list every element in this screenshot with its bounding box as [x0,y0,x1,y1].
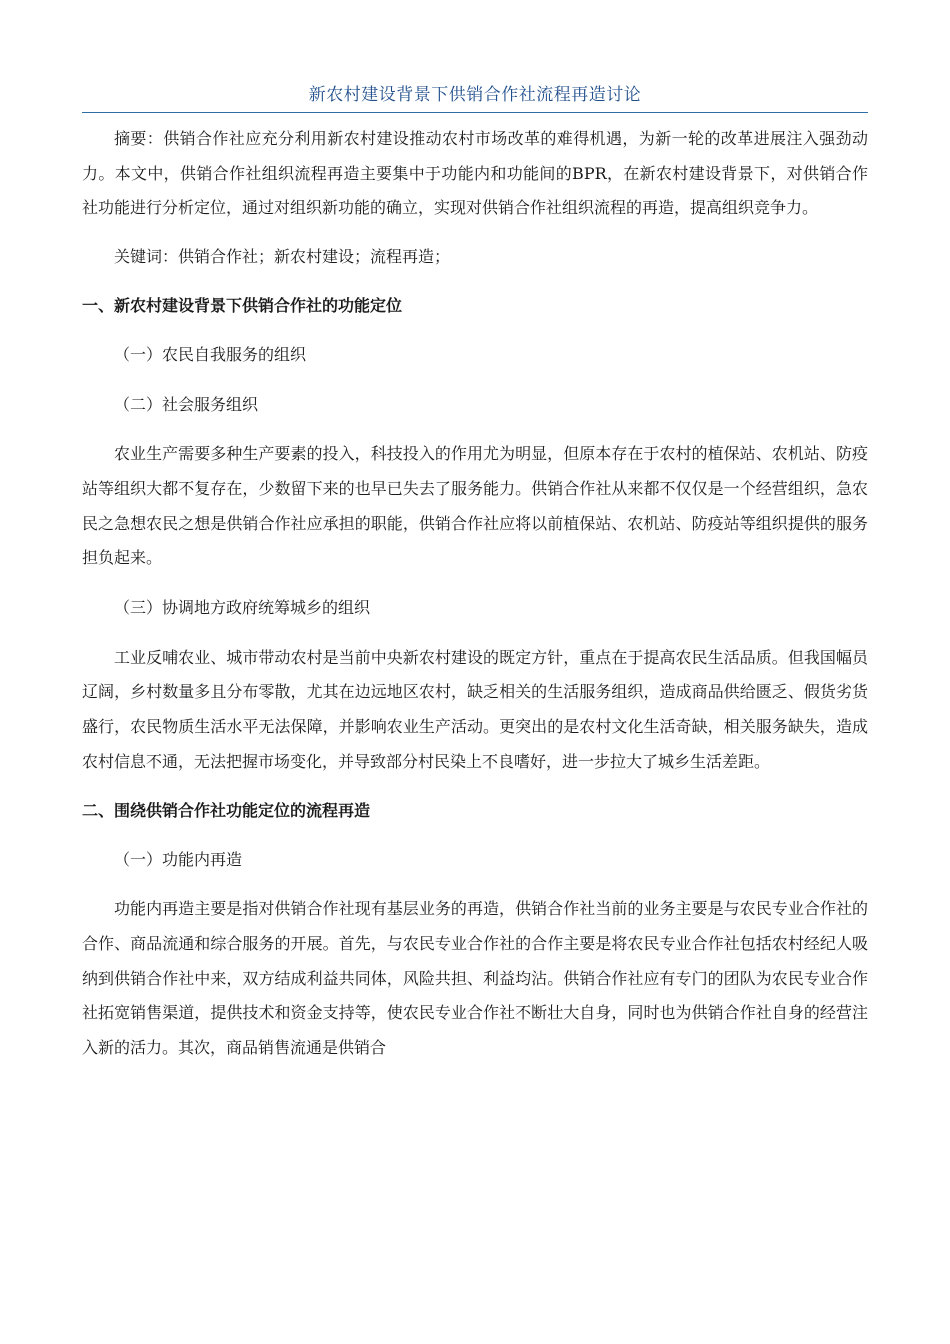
subheading-2-1: （一）功能内再造 [114,849,243,869]
abstract-paragraph: 摘要：供销合作社应充分利用新农村建设推动农村市场改革的难得机遇，为新一轮的改革进展注入强劲动力。本文中，供销合作社组织流程再造主要集中于功能内和功能间的BPR，在新农村建设背景下，对供销合作社功能进行分析定位，通过对组织新功能的确立，实现对供销合作社组织流程的再造，提高组织竞争力。 [82,129,868,218]
document-body [82,122,868,1066]
document-title: 新农村建设背景下供销合作社流程再造讨论 [308,85,642,105]
subheading-1-1: （一）农民自我服务的组织 [114,344,307,364]
keywords-line: 关键词：供销合作社；新农村建设；流程再造； [114,247,451,267]
paragraph-2-1: 功能内再造主要是指对供销合作社现有基层业务的再造，供销合作社当前的业务主要是与农民专业合作社的合作、商品流通和综合服务的开展。首先，与农民专业合作社的合作主要是将农民专业合作社包括农村经纪人吸纳到供销合作社中来，双方结成利益共同体，风险共担、利益均沾。供销合作社应有专门的团队为农民专业合作社拓宽销售渠道，提供技术和资金支持等，使农民专业合作社不断壮大自身，同时也为供销合作社自身的经营注入新的活力。其次，商品销售流通是供销合 [82,899,868,1058]
subheading-1-3: （三）协调地方政府统筹城乡的组织 [114,598,371,618]
subheading-1-2: （二）社会服务组织 [114,394,259,414]
paragraph-1-3: 工业反哺农业、城市带动农村是当前中央新农村建设的既定方针，重点在于提高农民生活品质。但我国幅员辽阔，乡村数量多且分布零散，尤其在边远地区农村，缺乏相关的生活服务组织，造成商品供给匮乏、假货劣货盛行，农民物质生活水平无法保障，并影响农业生产活动。更突出的是农村文化生活奇缺，相关服务缺失，造成农村信息不通，无法把握市场变化，并导致部分村民染上不良嗜好，进一步拉大了城乡生活差距。 [82,647,868,771]
section-heading-1: 一、新农村建设背景下供销合作社的功能定位 [82,295,403,315]
document-header [82,82,868,113]
paragraph-1-2: 农业生产需要多种生产要素的投入，科技投入的作用尤为明显，但原本存在于农村的植保站、农机站、防疫站等组织大都不复存在，少数留下来的也早已失去了服务能力。供销合作社从来都不仅仅是一个经营组织，急农民之急想农民之想是供销合作社应承担的职能，供销合作社应将以前植保站、农机站、防疫站等组织提供的服务担负起来。 [82,444,868,568]
section-heading-2: 二、围绕供销合作社功能定位的流程再造 [82,800,371,820]
